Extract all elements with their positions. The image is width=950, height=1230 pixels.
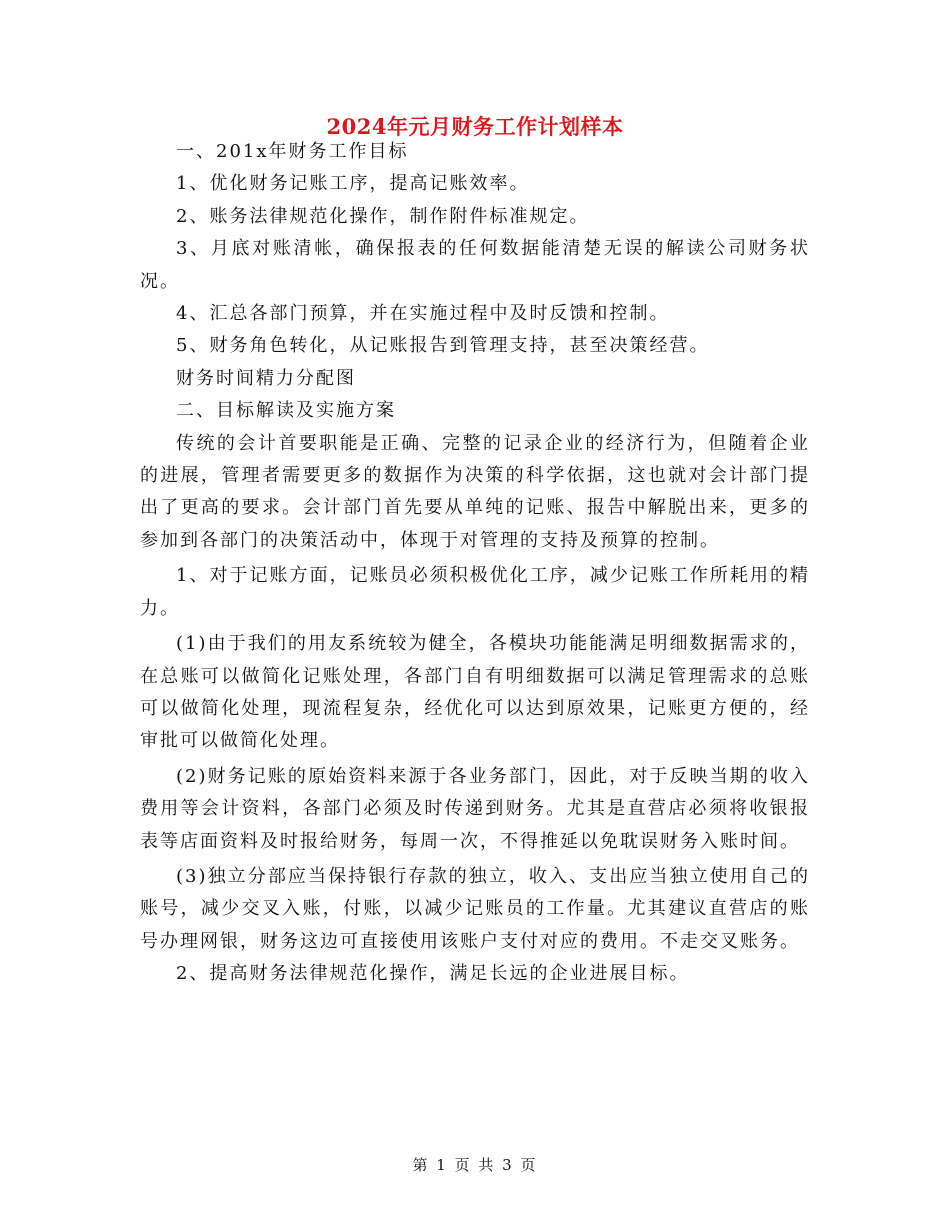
plan-subitem-2: (2)财务记账的原始资料来源于各业务部门，因此，对于反映当期的收入费用等会计资料，各部门必须及时传递到财务。尤其是直营店必须将收银报表等店面资料及时报给财务，每周一次，不得推延以免耽误财务入账时间。	[140, 765, 810, 852]
body-paragraph: 传统的会计首要职能是正确、完整的记录企业的经济行为，但随着企业的进展，管理者需要更多的数据作为决策的科学依据，这也就对会计部门提出了更高的要求。会计部门首先要从单纯的记账、报告中解脱出来，更多的参加到各部门的决策活动中，体现于对管理的支持及预算的控制。	[140, 432, 810, 551]
goal-item-2: 2、账务法律规范化操作，制作附件标准规定。	[176, 205, 590, 227]
page-footer: 第 1 页 共 3 页	[412, 1156, 538, 1174]
document-title: 2024年元月财务工作计划样本	[326, 114, 624, 139]
figure-caption: 财务时间精力分配图	[176, 367, 356, 389]
goal-item-5: 5、财务角色转化，从记账报告到管理支持，甚至决策经营。	[176, 335, 710, 357]
document-body	[140, 136, 810, 991]
plan-subitem-3: (3)独立分部应当保持银行存款的独立，收入、支出应当独立使用自己的账号，减少交叉入账，付账，以减少记账员的工作量。尤其建议直营店的账号办理网银，财务这边可直接使用该账户支付对应的费用。不走交叉账务。	[140, 865, 810, 952]
plan-item-1: 1、对于记账方面，记账员必须积极优化工序，减少记账工作所耗用的精力。	[140, 565, 810, 619]
goal-item-3: 3、月底对账清帐，确保报表的任何数据能清楚无误的解读公司财务状况。	[140, 238, 810, 292]
goal-item-1: 1、优化财务记账工序，提高记账效率。	[176, 173, 530, 195]
section-heading-goals: 一、201x年财务工作目标	[176, 141, 409, 162]
section-heading-plan: 二、目标解读及实施方案	[176, 400, 396, 422]
plan-subitem-1: (1)由于我们的用友系统较为健全，各模块功能能满足明细数据需求的，在总账可以做简化记账处理，各部门自有明细数据可以满足管理需求的总账可以做简化处理，现流程复杂，经优化可以达到原效果，记账更方便的，经审批可以做简化处理。	[140, 633, 810, 752]
goal-item-4: 4、汇总各部门预算，并在实施过程中及时反馈和控制。	[176, 303, 670, 325]
plan-item-2: 2、提高财务法律规范化操作，满足长远的企业进展目标。	[176, 963, 690, 985]
